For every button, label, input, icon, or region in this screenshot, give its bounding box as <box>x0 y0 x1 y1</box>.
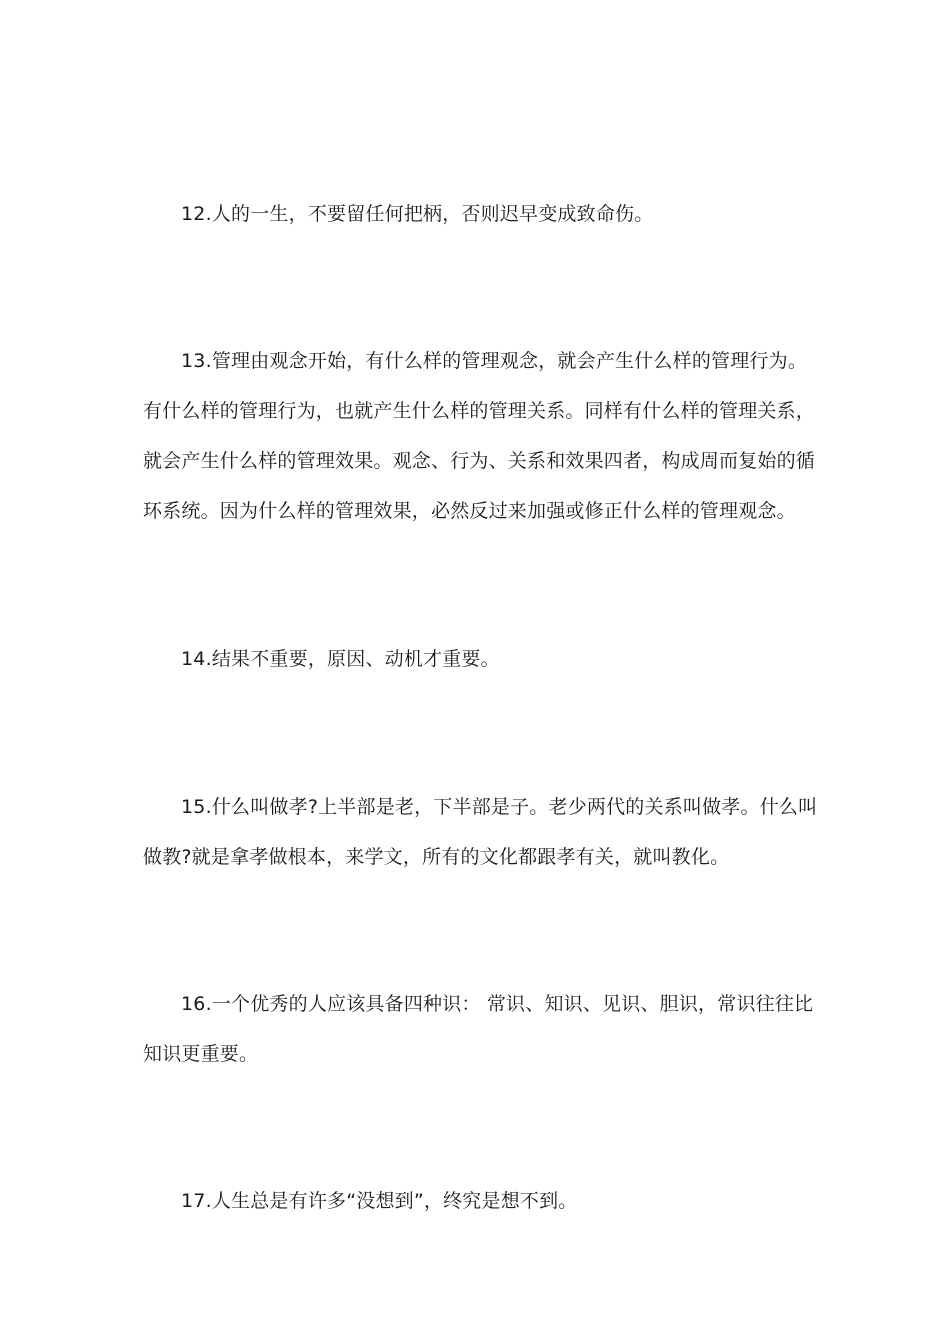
paragraph-12: 12.人的一生，不要留任何把柄，否则迟早变成致命伤。 <box>181 203 654 225</box>
paragraph-15: 15.什么叫做孝?上半部是老，下半部是子。老少两代的关系叫做孝。什么叫做教?就是拿孝做根本，来学文，所有的文化都跟孝有关，就叫教化。 <box>143 796 818 868</box>
paragraph-14: 14.结果不重要，原因、动机才重要。 <box>181 648 500 670</box>
paragraph-17: 17.人生总是有许多“没想到”，终究是想不到。 <box>181 1190 578 1212</box>
paragraph-16: 16.一个优秀的人应该具备四种识： 常识、知识、见识、胆识，常识往往比知识更重要。 <box>143 993 814 1065</box>
paragraph-13: 13.管理由观念开始，有什么样的管理观念，就会产生什么样的管理行为。有什么样的管理行为，也就产生什么样的管理关系。同样有什么样的管理关系，就会产生什么样的管理效果。观念、行为、关系和效果四者，构成周而复始的循环系统。因为什么样的管理效果，必然反过来加强或修正什么样的管理观念。 <box>143 350 816 522</box>
